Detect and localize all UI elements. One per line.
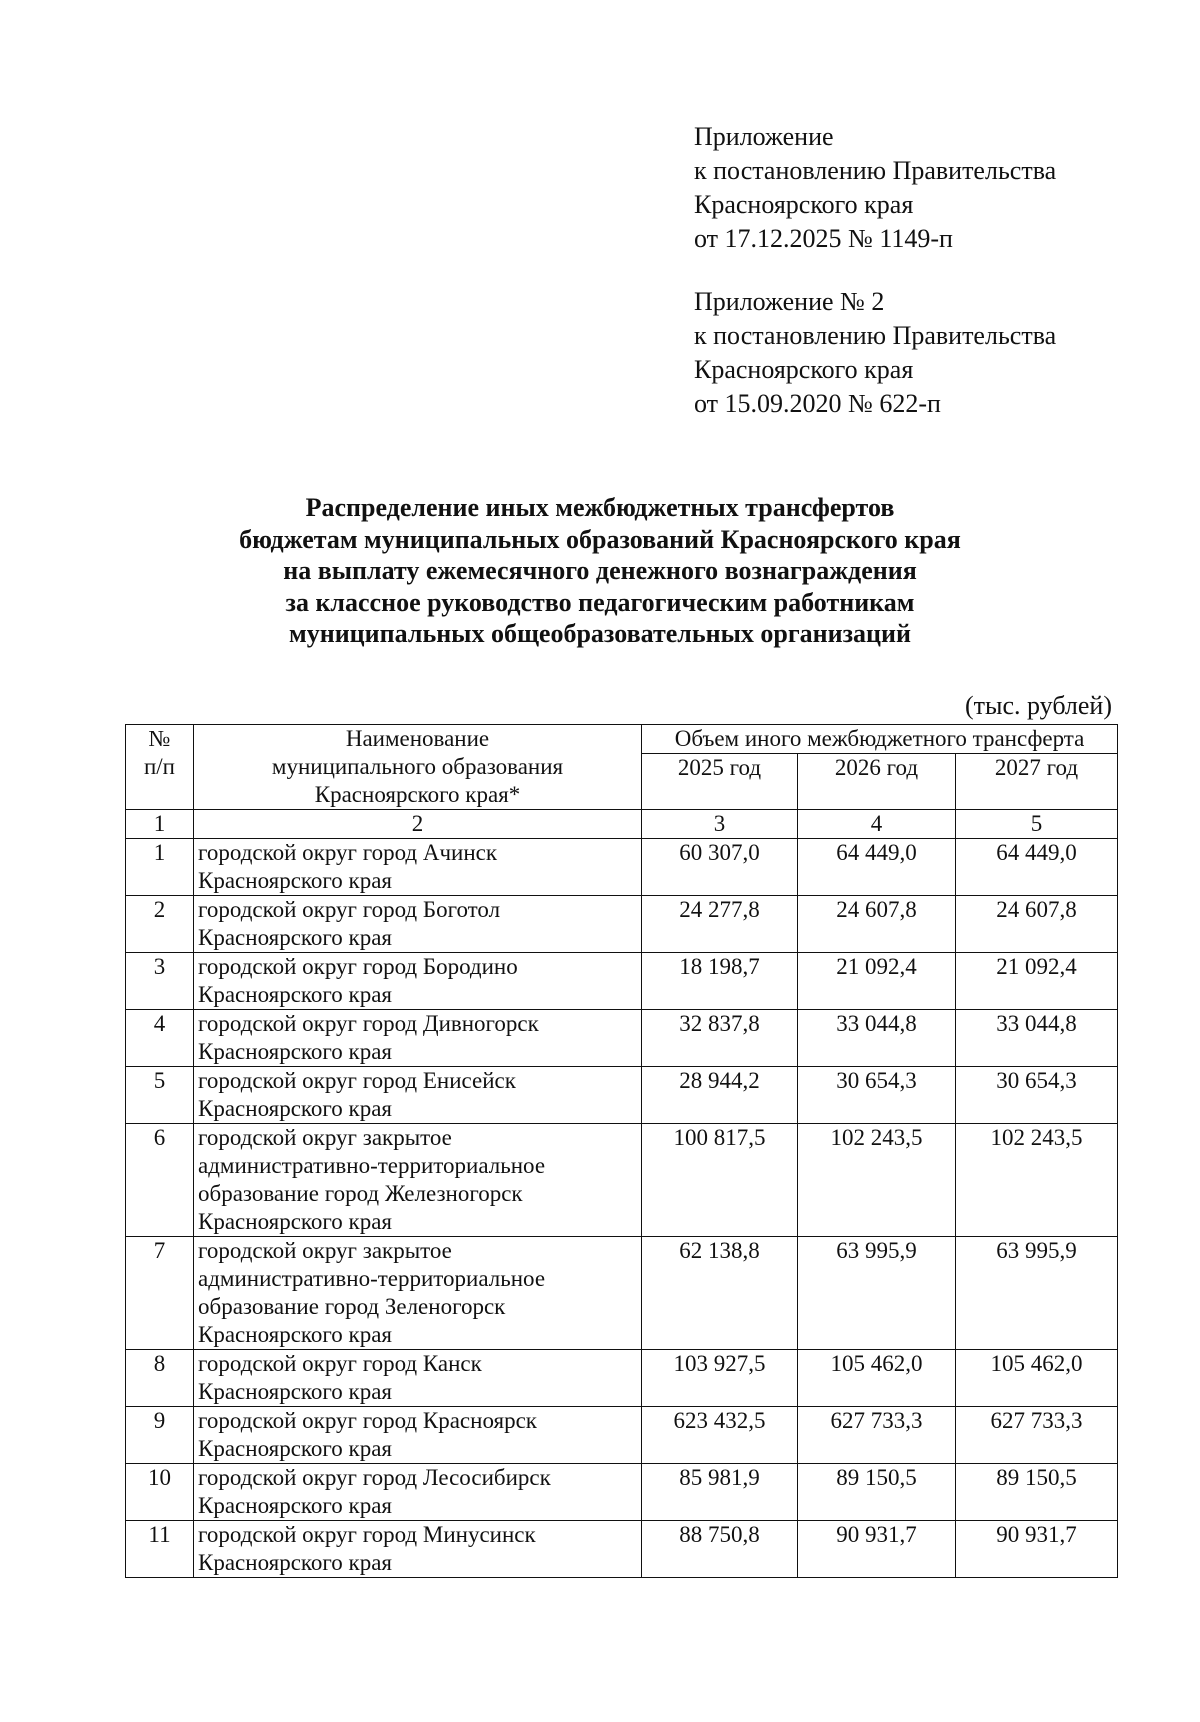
appendix-current-header: [694, 120, 1164, 256]
value-2026: 30 654,3: [798, 1067, 956, 1124]
municipality-name: [194, 1350, 642, 1407]
header-year-2026: 2026 год: [798, 754, 956, 810]
table-row: [126, 1124, 1118, 1237]
municipality-name-line: Красноярского края: [198, 868, 392, 893]
value-2025: 32 837,8: [642, 1010, 798, 1067]
row-number: 10: [126, 1464, 194, 1521]
municipality-name-line: административно-территориальное: [198, 1266, 546, 1291]
table-row: [126, 839, 1118, 896]
title-line: Распределение иных межбюджетных трансфертов: [305, 493, 895, 522]
row-number: 6: [126, 1124, 194, 1237]
value-2026: 102 243,5: [798, 1124, 956, 1237]
row-number: 2: [126, 896, 194, 953]
value-2026: 63 995,9: [798, 1237, 956, 1350]
value-2025: 62 138,8: [642, 1237, 798, 1350]
appendix-original-line: Красноярского края: [694, 355, 914, 384]
municipality-name-line: городской округ город Енисейск: [198, 1068, 516, 1093]
municipality-name-line: городской округ закрытое: [198, 1125, 452, 1150]
row-number: 7: [126, 1237, 194, 1350]
header-name-line: Красноярского края*: [314, 782, 521, 807]
value-2025: 24 277,8: [642, 896, 798, 953]
value-2025: 28 944,2: [642, 1067, 798, 1124]
value-2025: 85 981,9: [642, 1464, 798, 1521]
column-number: 5: [956, 810, 1118, 839]
value-2027: 21 092,4: [956, 953, 1118, 1010]
budget-table: [125, 724, 1118, 1578]
municipality-name-line: Красноярского края: [198, 982, 392, 1007]
municipality-name-line: Красноярского края: [198, 925, 392, 950]
value-2027: 89 150,5: [956, 1464, 1118, 1521]
header-name: [194, 725, 642, 810]
value-2026: 64 449,0: [798, 839, 956, 896]
municipality-name: [194, 1407, 642, 1464]
row-number: 3: [126, 953, 194, 1010]
value-2025: 88 750,8: [642, 1521, 798, 1578]
value-2025: 623 432,5: [642, 1407, 798, 1464]
value-2026: 33 044,8: [798, 1010, 956, 1067]
municipality-name-line: городской округ город Минусинск: [198, 1522, 536, 1547]
municipality-name: [194, 1464, 642, 1521]
header-year-2027: 2027 год: [956, 754, 1118, 810]
table-row: [126, 1521, 1118, 1578]
header-num-line: №: [148, 726, 171, 751]
municipality-name-line: городской округ город Бородино: [198, 954, 518, 979]
appendix-original-line: Приложение № 2: [694, 287, 885, 316]
municipality-name-line: образование город Зеленогорск: [198, 1294, 506, 1319]
row-number: 5: [126, 1067, 194, 1124]
municipality-name: [194, 1521, 642, 1578]
municipality-name: [194, 1067, 642, 1124]
municipality-name-line: городской округ закрытое: [198, 1238, 452, 1263]
value-2026: 105 462,0: [798, 1350, 956, 1407]
municipality-name-line: Красноярского края: [198, 1550, 392, 1575]
municipality-name-line: образование город Железногорск: [198, 1181, 523, 1206]
value-2026: 21 092,4: [798, 953, 956, 1010]
value-2025: 103 927,5: [642, 1350, 798, 1407]
value-2027: 102 243,5: [956, 1124, 1118, 1237]
appendix-current-line: от 17.12.2025 № 1149-п: [694, 224, 953, 253]
value-2026: 627 733,3: [798, 1407, 956, 1464]
appendix-current-line: Приложение: [694, 122, 834, 151]
value-2027: 64 449,0: [956, 839, 1118, 896]
row-number: 8: [126, 1350, 194, 1407]
municipality-name-line: Красноярского края: [198, 1379, 392, 1404]
appendix-original-header: [694, 285, 1164, 421]
appendix-original-line: к постановлению Правительства: [694, 321, 1057, 350]
column-number: 2: [194, 810, 642, 839]
value-2027: 105 462,0: [956, 1350, 1118, 1407]
row-number: 1: [126, 839, 194, 896]
municipality-name: [194, 1010, 642, 1067]
value-2025: 18 198,7: [642, 953, 798, 1010]
value-2027: 24 607,8: [956, 896, 1118, 953]
title-line: за классное руководство педагогическим работникам: [285, 587, 915, 617]
value-2027: 627 733,3: [956, 1407, 1118, 1464]
table-row: [126, 896, 1118, 953]
municipality-name-line: Красноярского края: [198, 1493, 392, 1518]
municipality-name: [194, 1237, 642, 1350]
table-row: [126, 1350, 1118, 1407]
value-2025: 60 307,0: [642, 839, 798, 896]
column-number: 1: [126, 810, 194, 839]
header-year-2025: 2025 год: [642, 754, 798, 810]
row-number: 4: [126, 1010, 194, 1067]
column-number: 3: [642, 810, 798, 839]
value-2027: 30 654,3: [956, 1067, 1118, 1124]
value-2027: 63 995,9: [956, 1237, 1118, 1350]
table-row: [126, 1464, 1118, 1521]
value-2025: 100 817,5: [642, 1124, 798, 1237]
municipality-name-line: Красноярского края: [198, 1096, 392, 1121]
municipality-name-line: городской округ город Канск: [198, 1351, 482, 1376]
municipality-name-line: городской округ город Дивногорск: [198, 1011, 539, 1036]
column-number: 4: [798, 810, 956, 839]
municipality-name-line: Красноярского края: [198, 1322, 392, 1347]
row-number: 9: [126, 1407, 194, 1464]
municipality-name-line: Красноярского края: [198, 1436, 392, 1461]
title-line: бюджетам муниципальных образований Красноярского края: [239, 524, 961, 554]
value-2027: 33 044,8: [956, 1010, 1118, 1067]
municipality-name-line: городской округ город Боготол: [198, 897, 501, 922]
table-row: [126, 1010, 1118, 1067]
value-2026: 24 607,8: [798, 896, 956, 953]
table-row: [126, 1407, 1118, 1464]
appendix-original-line: от 15.09.2020 № 622-п: [694, 389, 941, 418]
title-line: муниципальных общеобразовательных организаций: [289, 619, 911, 648]
municipality-name-line: городской округ город Красноярск: [198, 1408, 537, 1433]
municipality-name-line: административно-территориальное: [198, 1153, 546, 1178]
municipality-name-line: Красноярского края: [198, 1039, 392, 1064]
table-row: [126, 953, 1118, 1010]
table-body: [126, 839, 1118, 1578]
header-name-line: муниципального образования: [271, 754, 564, 779]
header-num: [126, 725, 194, 810]
row-number: 11: [126, 1521, 194, 1578]
municipality-name-line: Красноярского края: [198, 1209, 392, 1234]
title-line: на выплату ежемесячного денежного вознаграждения: [283, 556, 917, 585]
municipality-name-line: городской округ город Ачинск: [198, 840, 498, 865]
value-2027: 90 931,7: [956, 1521, 1118, 1578]
municipality-name: [194, 896, 642, 953]
appendix-current-line: Красноярского края: [694, 190, 914, 219]
municipality-name: [194, 839, 642, 896]
units-label: (тыс. рублей): [964, 691, 1112, 720]
municipality-name-line: городской округ город Лесосибирск: [198, 1465, 551, 1490]
header-volume-group: Объем иного межбюджетного трансферта: [642, 725, 1118, 754]
header-name-line: Наименование: [345, 726, 490, 751]
appendix-current-line: к постановлению Правительства: [694, 156, 1057, 185]
table-row: [126, 1237, 1118, 1350]
value-2026: 89 150,5: [798, 1464, 956, 1521]
municipality-name: [194, 953, 642, 1010]
header-num-line: п/п: [143, 754, 175, 779]
table-row: [126, 1067, 1118, 1124]
municipality-name: [194, 1124, 642, 1237]
document-title: [100, 492, 1100, 650]
value-2026: 90 931,7: [798, 1521, 956, 1578]
